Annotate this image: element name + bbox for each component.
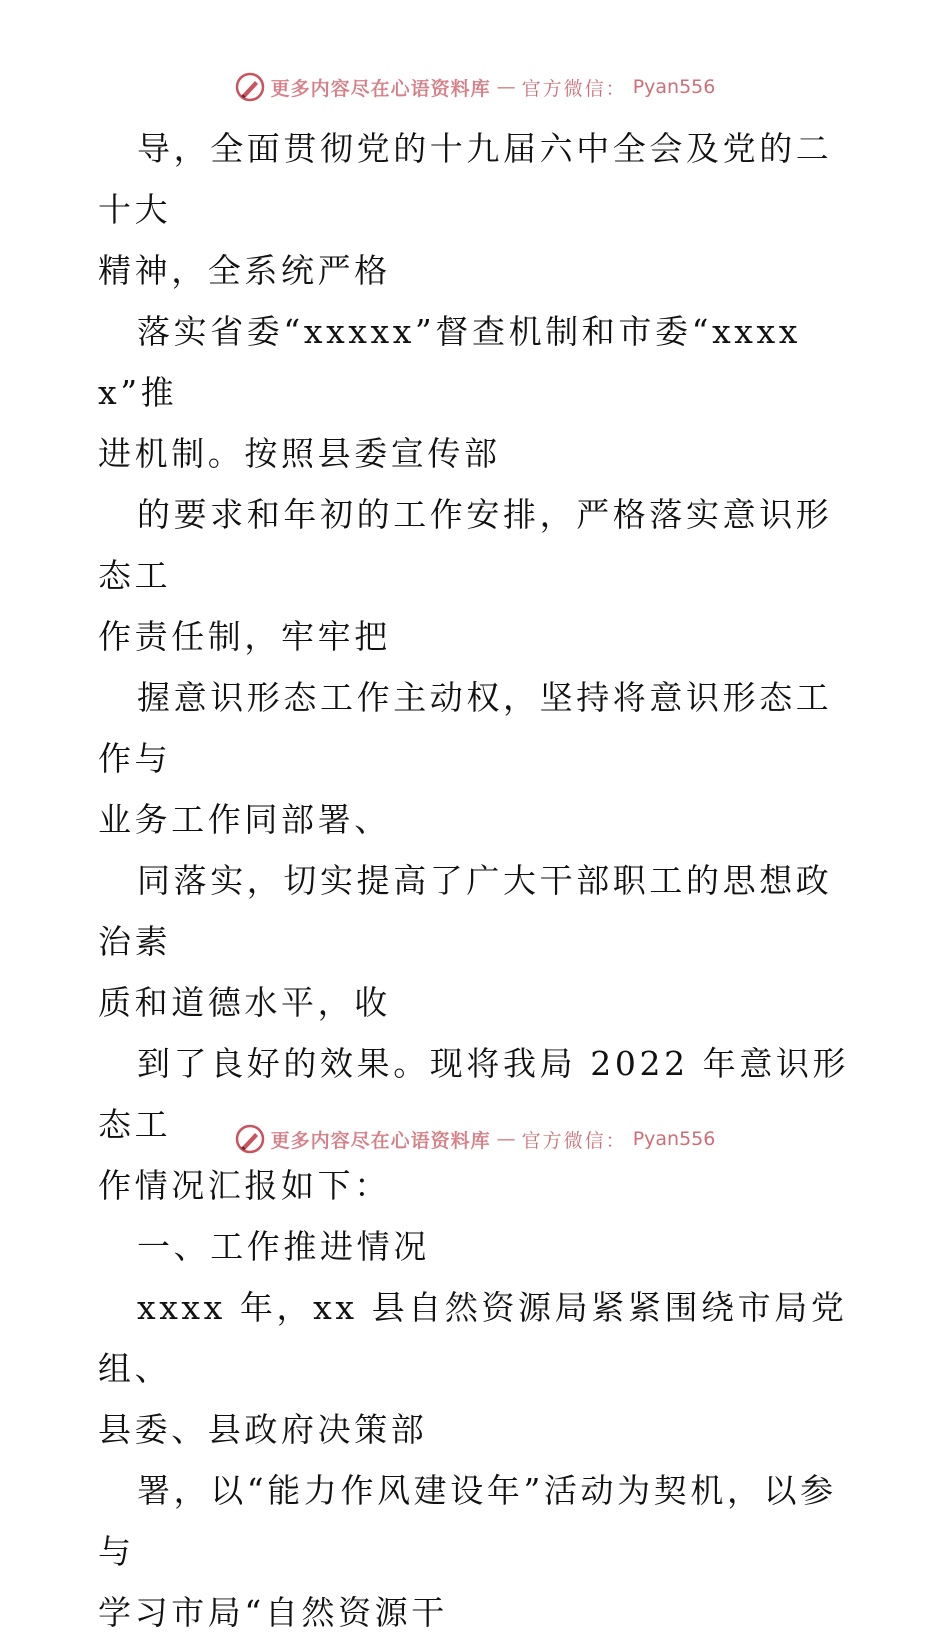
watermark-wechat-label: 官方微信： (521, 1129, 627, 1152)
paragraph-line: 署，以“能力作风建设年”活动为契机，以参与 (98, 1471, 837, 1571)
paragraph-line: xxxx 年，xx 县自然资源局紧紧围绕市局党组、 (98, 1288, 848, 1388)
watermark-wechat-id: Pyan556 (632, 1128, 716, 1150)
paragraph-line: 业务工作同部署、 (98, 800, 391, 839)
paragraph (98, 850, 858, 1033)
watermark-wechat-label: 官方微信： (521, 77, 627, 100)
watermark-dash: — (496, 76, 516, 98)
pen-logo-icon (235, 72, 265, 102)
paragraph (98, 118, 858, 301)
paragraph (98, 301, 858, 484)
footer-watermark (0, 1124, 950, 1154)
paragraph-line: 作情况汇报如下： (98, 1166, 391, 1205)
header-watermark (0, 72, 950, 102)
paragraph-line: 质和道德水平，收 (98, 983, 391, 1022)
paragraph-line: 的要求和年初的工作安排，严格落实意识形态工 (98, 495, 833, 595)
paragraph-line: 进机制。按照县委宣传部 (98, 434, 501, 473)
paragraph (98, 484, 858, 667)
paragraph (98, 1460, 858, 1643)
paragraph (98, 667, 858, 850)
paragraph-line: 精神，全系统严格 (98, 251, 391, 290)
paragraph-line: 导，全面贯彻党的十九届六中全会及党的二十大 (98, 129, 833, 229)
pen-logo-icon (235, 1124, 265, 1154)
paragraph-line: 到了良好的效果。现将我局 2022 年意识形态工 (98, 1044, 850, 1144)
heading-text: 一、工作推进情况 (137, 1227, 430, 1266)
paragraph-line: 县委、县政府决策部 (98, 1410, 428, 1449)
watermark-wechat-id: Pyan556 (632, 76, 716, 98)
paragraph-line: 握意识形态工作主动权，坚持将意识形态工作与 (98, 678, 833, 778)
section-heading (98, 1216, 858, 1277)
paragraph-line: 同落实，切实提高了广大干部职工的思想政治素 (98, 861, 833, 961)
paragraph-line: 学习市局“自然资源干 (98, 1593, 448, 1632)
paragraph-line: 作责任制，牢牢把 (98, 617, 391, 656)
watermark-title: 更多内容尽在心语资料库 (270, 77, 491, 100)
watermark-title: 更多内容尽在心语资料库 (270, 1129, 491, 1152)
watermark-dash: — (496, 1128, 516, 1150)
paragraph-line: 落实省委“xxxxx”督查机制和市委“xxxxx”推 (98, 312, 801, 412)
paragraph (98, 1277, 858, 1460)
document-body (98, 118, 858, 1643)
